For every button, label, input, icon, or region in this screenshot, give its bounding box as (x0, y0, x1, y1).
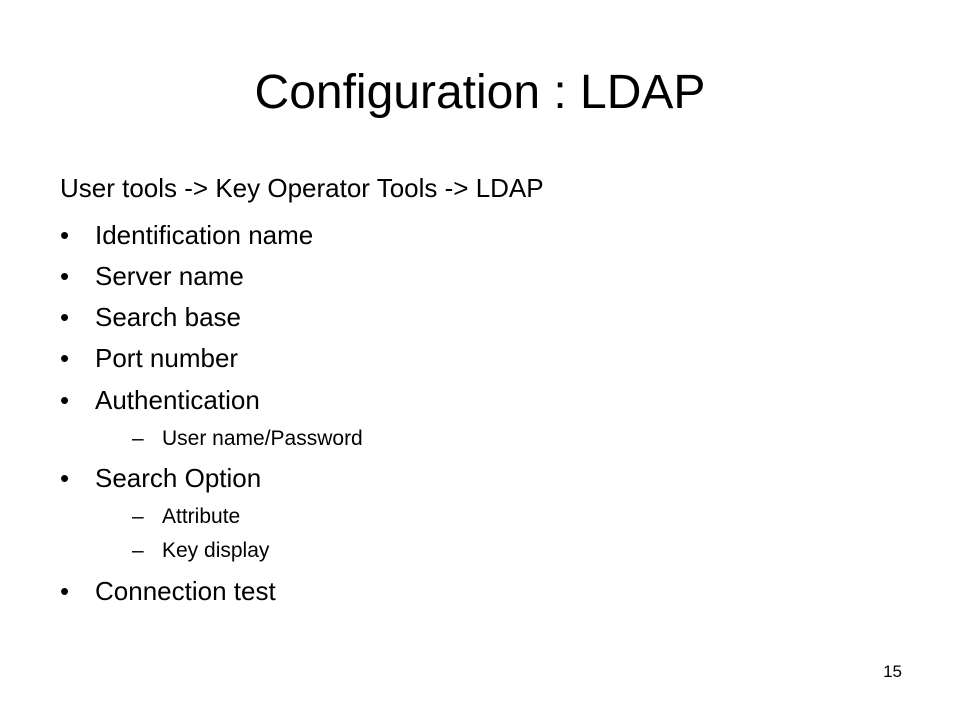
bullet-icon: • (60, 220, 70, 250)
list-item-server-name (60, 258, 244, 294)
dash-icon: – (132, 505, 144, 528)
list-item-label: Search Option (95, 463, 262, 493)
list-item-label: Server name (95, 261, 244, 291)
list-item-identification-name (60, 217, 313, 253)
sub-item-key-display (132, 536, 269, 566)
list-item-label: Authentication (95, 385, 260, 415)
list-item-label: Connection test (95, 576, 276, 606)
bullet-icon: • (60, 463, 70, 493)
sub-item-label: Attribute (162, 505, 241, 528)
dash-icon: – (132, 539, 144, 562)
list-item-search-option (60, 460, 261, 496)
bullet-icon: • (60, 343, 70, 373)
bullet-icon: • (60, 385, 70, 415)
list-item-search-base (60, 299, 241, 335)
list-item-authentication (60, 382, 260, 418)
list-item-connection-test (60, 573, 276, 609)
sub-item-user-name-password (132, 424, 363, 454)
list-item-port-number (60, 340, 238, 376)
bullet-icon: • (60, 261, 70, 291)
slide-title: Configuration : LDAP (254, 66, 706, 119)
page-number: 15 (883, 662, 902, 681)
list-item-label: Search base (95, 302, 241, 332)
bullet-icon: • (60, 576, 70, 606)
sub-item-attribute (132, 502, 240, 532)
navigation-path: User tools -> Key Operator Tools -> LDAP (60, 173, 544, 203)
sub-item-label: User name/Password (162, 427, 363, 450)
sub-item-label: Key display (162, 539, 270, 562)
list-item-label: Identification name (95, 220, 314, 250)
dash-icon: – (132, 427, 144, 450)
list-item-label: Port number (95, 343, 239, 373)
bullet-icon: • (60, 302, 70, 332)
